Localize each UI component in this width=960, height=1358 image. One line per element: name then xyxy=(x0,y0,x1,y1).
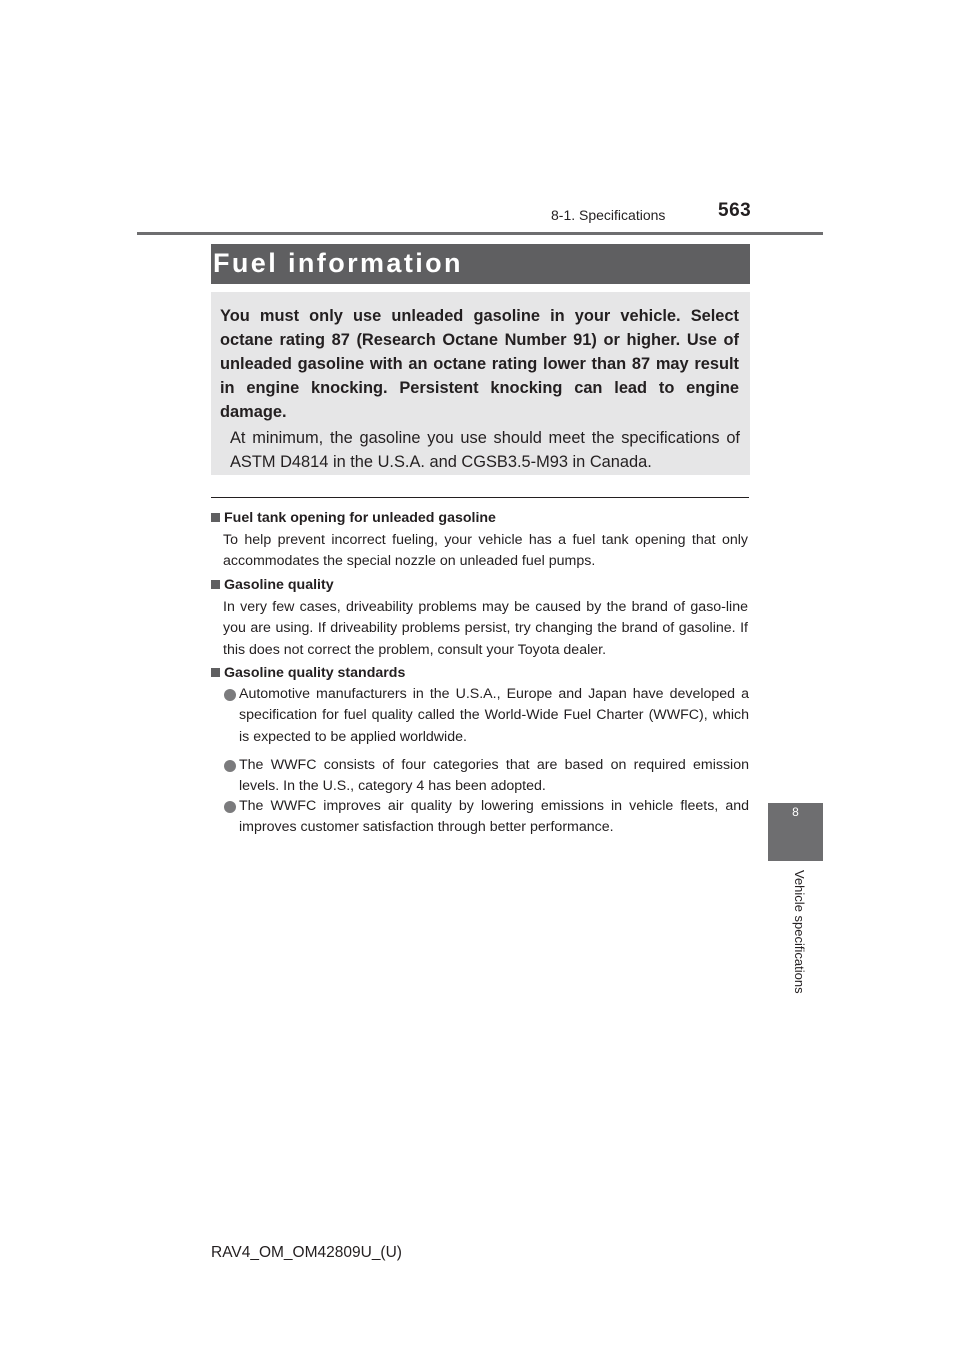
section-heading-text: Gasoline quality xyxy=(224,577,334,593)
section-paragraph: In very few cases, driveability problems may be caused by the brand of gaso-line you are using. If driveability problems persist, try changing the brand of gasoline. If this does not correct the problem, consult your Toyota dealer. xyxy=(223,599,748,658)
section-heading xyxy=(211,508,496,529)
bullet-icon xyxy=(224,760,236,772)
section-paragraph: To help prevent incorrect fueling, your vehicle has a fuel tank opening that only accommodates the special nozzle on unleaded fuel pumps. xyxy=(223,532,748,570)
chapter-tab xyxy=(768,803,823,861)
caution-bold-text: You must only use unleaded gasoline in your vehicle. Select octane rating 87 (Research Octane Number 91) or higher. Use of unleaded gasoline with an octane rating lower than 87 may result in engine knocking. Persistent knocking can lead to engine damage. xyxy=(220,307,739,421)
heading-square-icon xyxy=(211,668,220,677)
header-rule xyxy=(137,232,823,235)
section-heading-text: Fuel tank opening for unleaded gasoline xyxy=(224,510,496,526)
caution-note: At minimum, the gasoline you use should meet the specifications of ASTM D4814 in the U.S.A. and CGSB3.5-M93 in Canada. xyxy=(230,429,740,471)
bullet-icon xyxy=(224,801,236,813)
document-code: RAV4_OM_OM42809U_(U) xyxy=(211,1244,402,1261)
section-heading xyxy=(211,575,334,596)
caution-box xyxy=(211,292,750,475)
bullet-item: The WWFC consists of four categories that are based on required emission levels. In the U.S., category 4 has been adopted. xyxy=(239,757,749,795)
page-title: Fuel information xyxy=(213,248,463,278)
section-heading-text: Gasoline quality standards xyxy=(224,665,406,681)
page-number: 563 xyxy=(718,200,752,221)
bullet-icon xyxy=(224,689,236,701)
chapter-tab-label: Vehicle specifications xyxy=(792,870,807,994)
heading-square-icon xyxy=(211,513,220,522)
bullet-item: Automotive manufacturers in the U.S.A., Europe and Japan have developed a specification for fuel quality called the World-Wide Fuel Charter (WWFC), which is expected to be applied worldwide. xyxy=(239,686,749,745)
page-title-bar xyxy=(211,244,750,284)
header-section-label: 8-1. Specifications xyxy=(551,207,666,223)
section-heading xyxy=(211,663,405,684)
chapter-tab-number: 8 xyxy=(792,805,799,819)
section-divider xyxy=(211,497,749,498)
heading-square-icon xyxy=(211,580,220,589)
bullet-item: The WWFC improves air quality by lowering emissions in vehicle fleets, and improves customer satisfaction through better performance. xyxy=(239,798,749,836)
